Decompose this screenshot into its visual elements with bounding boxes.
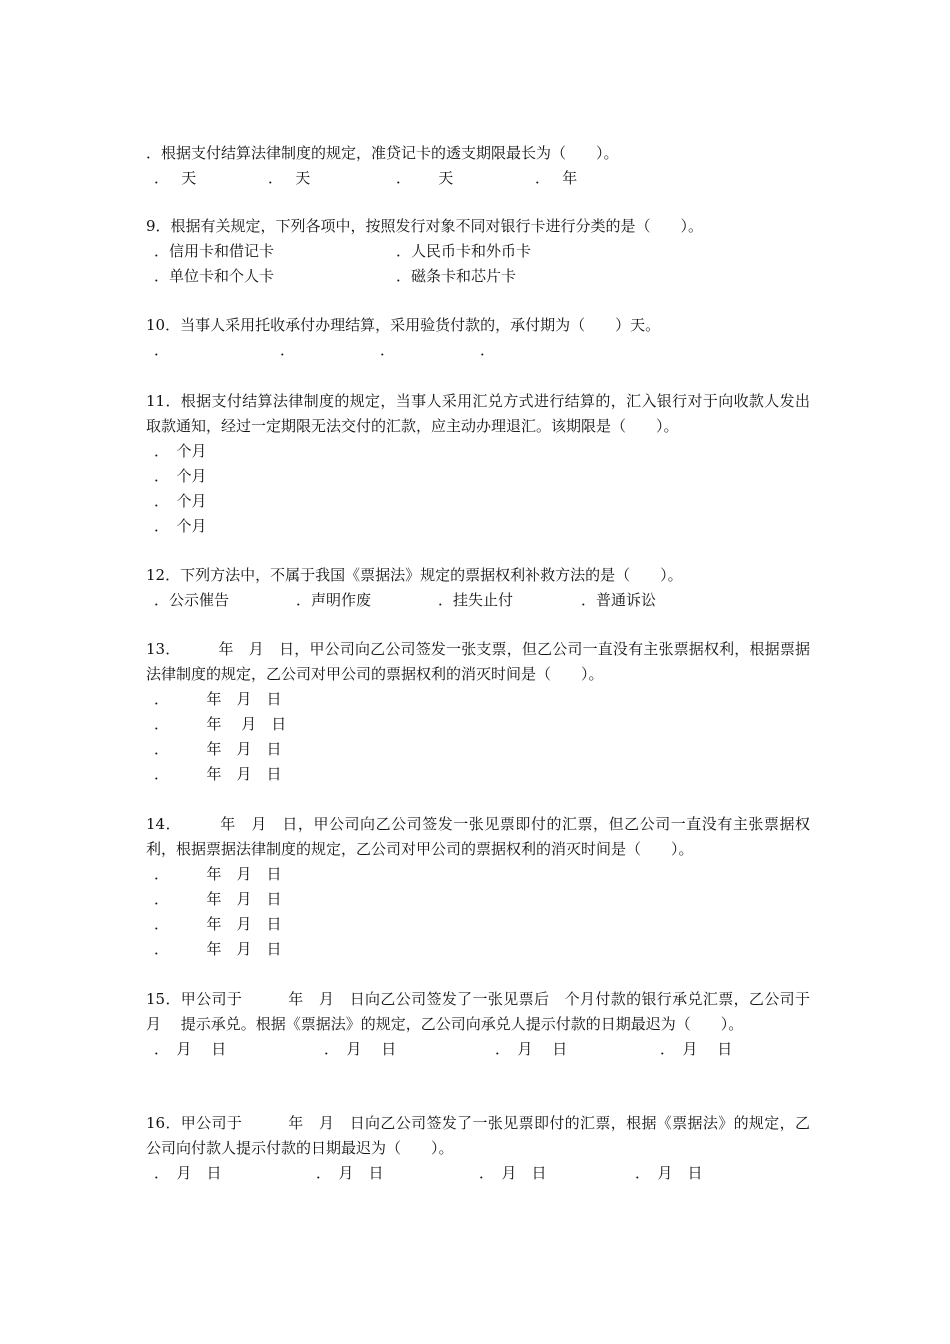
option-row <box>146 862 810 887</box>
option-list <box>146 338 810 363</box>
question-10 <box>146 313 810 363</box>
question-12 <box>146 563 810 613</box>
question-stem: 14． 年 月 日，甲公司向乙公司签发一张见票即付的汇票，但乙公司一直没有主张票据权利，根据票据法律制度的规定，乙公司对甲公司的票据权利的消灭时间是（ ）。 <box>146 815 810 858</box>
option-row <box>146 912 810 937</box>
option-list <box>146 239 810 289</box>
option-a: ．信用卡和借记卡 <box>154 242 275 260</box>
option-d: ． 月 日 <box>635 1164 703 1182</box>
option-c: ． <box>380 341 396 359</box>
option-c: ． 月 日 <box>479 1164 547 1182</box>
option-c: ． 月 日 <box>495 1040 568 1058</box>
option-row <box>146 514 810 539</box>
option-row <box>146 166 810 191</box>
option-b: ．声明作废 <box>296 591 372 609</box>
option-row <box>146 1161 810 1186</box>
option-c: ．单位卡和个人卡 <box>154 267 275 285</box>
option-c: ． 年 月 日 <box>154 915 282 933</box>
option-row <box>146 489 810 514</box>
option-c: ． 天 <box>396 169 454 187</box>
option-b: ． 月 日 <box>316 1164 384 1182</box>
option-list <box>146 439 810 539</box>
question-11 <box>146 389 810 539</box>
option-a: ．公示催告 <box>154 591 230 609</box>
option-c: ．挂失止付 <box>438 591 514 609</box>
option-b: ． 天 <box>268 169 311 187</box>
option-a: ． 年 月 日 <box>154 865 282 883</box>
option-row <box>146 338 810 363</box>
option-row <box>146 439 810 464</box>
option-row <box>146 762 810 787</box>
option-d: ． 个月 <box>154 517 207 535</box>
option-d: ．普通诉讼 <box>581 591 657 609</box>
question-13 <box>146 637 810 787</box>
option-a: ． 月 日 <box>154 1040 227 1058</box>
option-b: ． 月 日 <box>324 1040 397 1058</box>
option-d: ． 年 月 日 <box>154 765 282 783</box>
question-15 <box>146 987 826 1062</box>
option-row <box>146 737 810 762</box>
option-row <box>146 1037 810 1062</box>
option-a: ． 年 月 日 <box>154 690 282 708</box>
option-a: ． <box>154 341 170 359</box>
option-b: ． <box>280 341 296 359</box>
option-d: ． <box>480 341 496 359</box>
option-row <box>146 687 810 712</box>
question-stem: 9．根据有关规定，下列各项中，按照发行对象不同对银行卡进行分类的是（ ）。 <box>146 217 704 235</box>
question-9 <box>146 214 810 289</box>
option-c: ． 个月 <box>154 492 207 510</box>
question-stem: 10．当事人采用托收承付办理结算，采用验货付款的，承付期为（ ）天。 <box>146 316 661 334</box>
option-row <box>146 937 810 962</box>
question-14 <box>146 812 810 962</box>
option-list <box>146 862 810 962</box>
question-stem: 11．根据支付结算法律制度的规定，当事人采用汇兑方式进行结算的，汇入银行对于向收款人发出取款通知，经过一定期限无法交付的汇款，应主动办理退汇。该期限是（ ）。 <box>146 392 810 435</box>
option-d: ． 年 月 日 <box>154 940 282 958</box>
option-b: ．人民币卡和外币卡 <box>396 242 532 260</box>
option-row <box>146 464 810 489</box>
option-list <box>146 1161 810 1186</box>
option-row <box>146 887 810 912</box>
question-stem: 15．甲公司于 年 月 日向乙公司签发了一张见票后 个月付款的银行承兑汇票，乙公司于 月 提示承兑。根据《票据法》的规定，乙公司向承兑人提示付款的日期最迟为（ ）。 <box>146 990 826 1033</box>
option-a: ． 天 <box>154 169 197 187</box>
option-c: ． 年 月 日 <box>154 740 282 758</box>
question-stem: 12．下列方法中，不属于我国《票据法》规定的票据权利补救方法的是（ ）。 <box>146 566 683 584</box>
option-b: ． 年 月 日 <box>154 715 287 733</box>
option-b: ． 年 月 日 <box>154 890 282 908</box>
option-row <box>146 712 810 737</box>
option-a: ． 个月 <box>154 442 207 460</box>
option-d: ．磁条卡和芯片卡 <box>396 267 517 285</box>
question-stem: 16．甲公司于 年 月 日向乙公司签发了一张见票即付的汇票，根据《票据法》的规定，乙公司向付款人提示付款的日期最迟为（ ）。 <box>146 1114 810 1157</box>
option-list <box>146 588 810 613</box>
question-8 <box>146 141 810 191</box>
option-a: ． 月 日 <box>154 1164 222 1182</box>
question-stem: ．根据支付结算法律制度的规定，准贷记卡的透支期限最长为（ ）。 <box>146 144 619 162</box>
option-d: ． 月 日 <box>660 1040 733 1058</box>
option-d: ． 年 <box>535 169 578 187</box>
question-stem: 13． 年 月 日，甲公司向乙公司签发一张支票，但乙公司一直没有主张票据权利，根据票据法律制度的规定，乙公司对甲公司的票据权利的消灭时间是（ ）。 <box>146 640 810 683</box>
option-list <box>146 687 810 787</box>
option-list <box>146 1037 810 1062</box>
option-list <box>146 166 810 191</box>
question-16 <box>146 1111 810 1186</box>
option-b: ． 个月 <box>154 467 207 485</box>
option-row <box>146 264 810 289</box>
option-row <box>146 588 810 613</box>
option-row <box>146 239 810 264</box>
